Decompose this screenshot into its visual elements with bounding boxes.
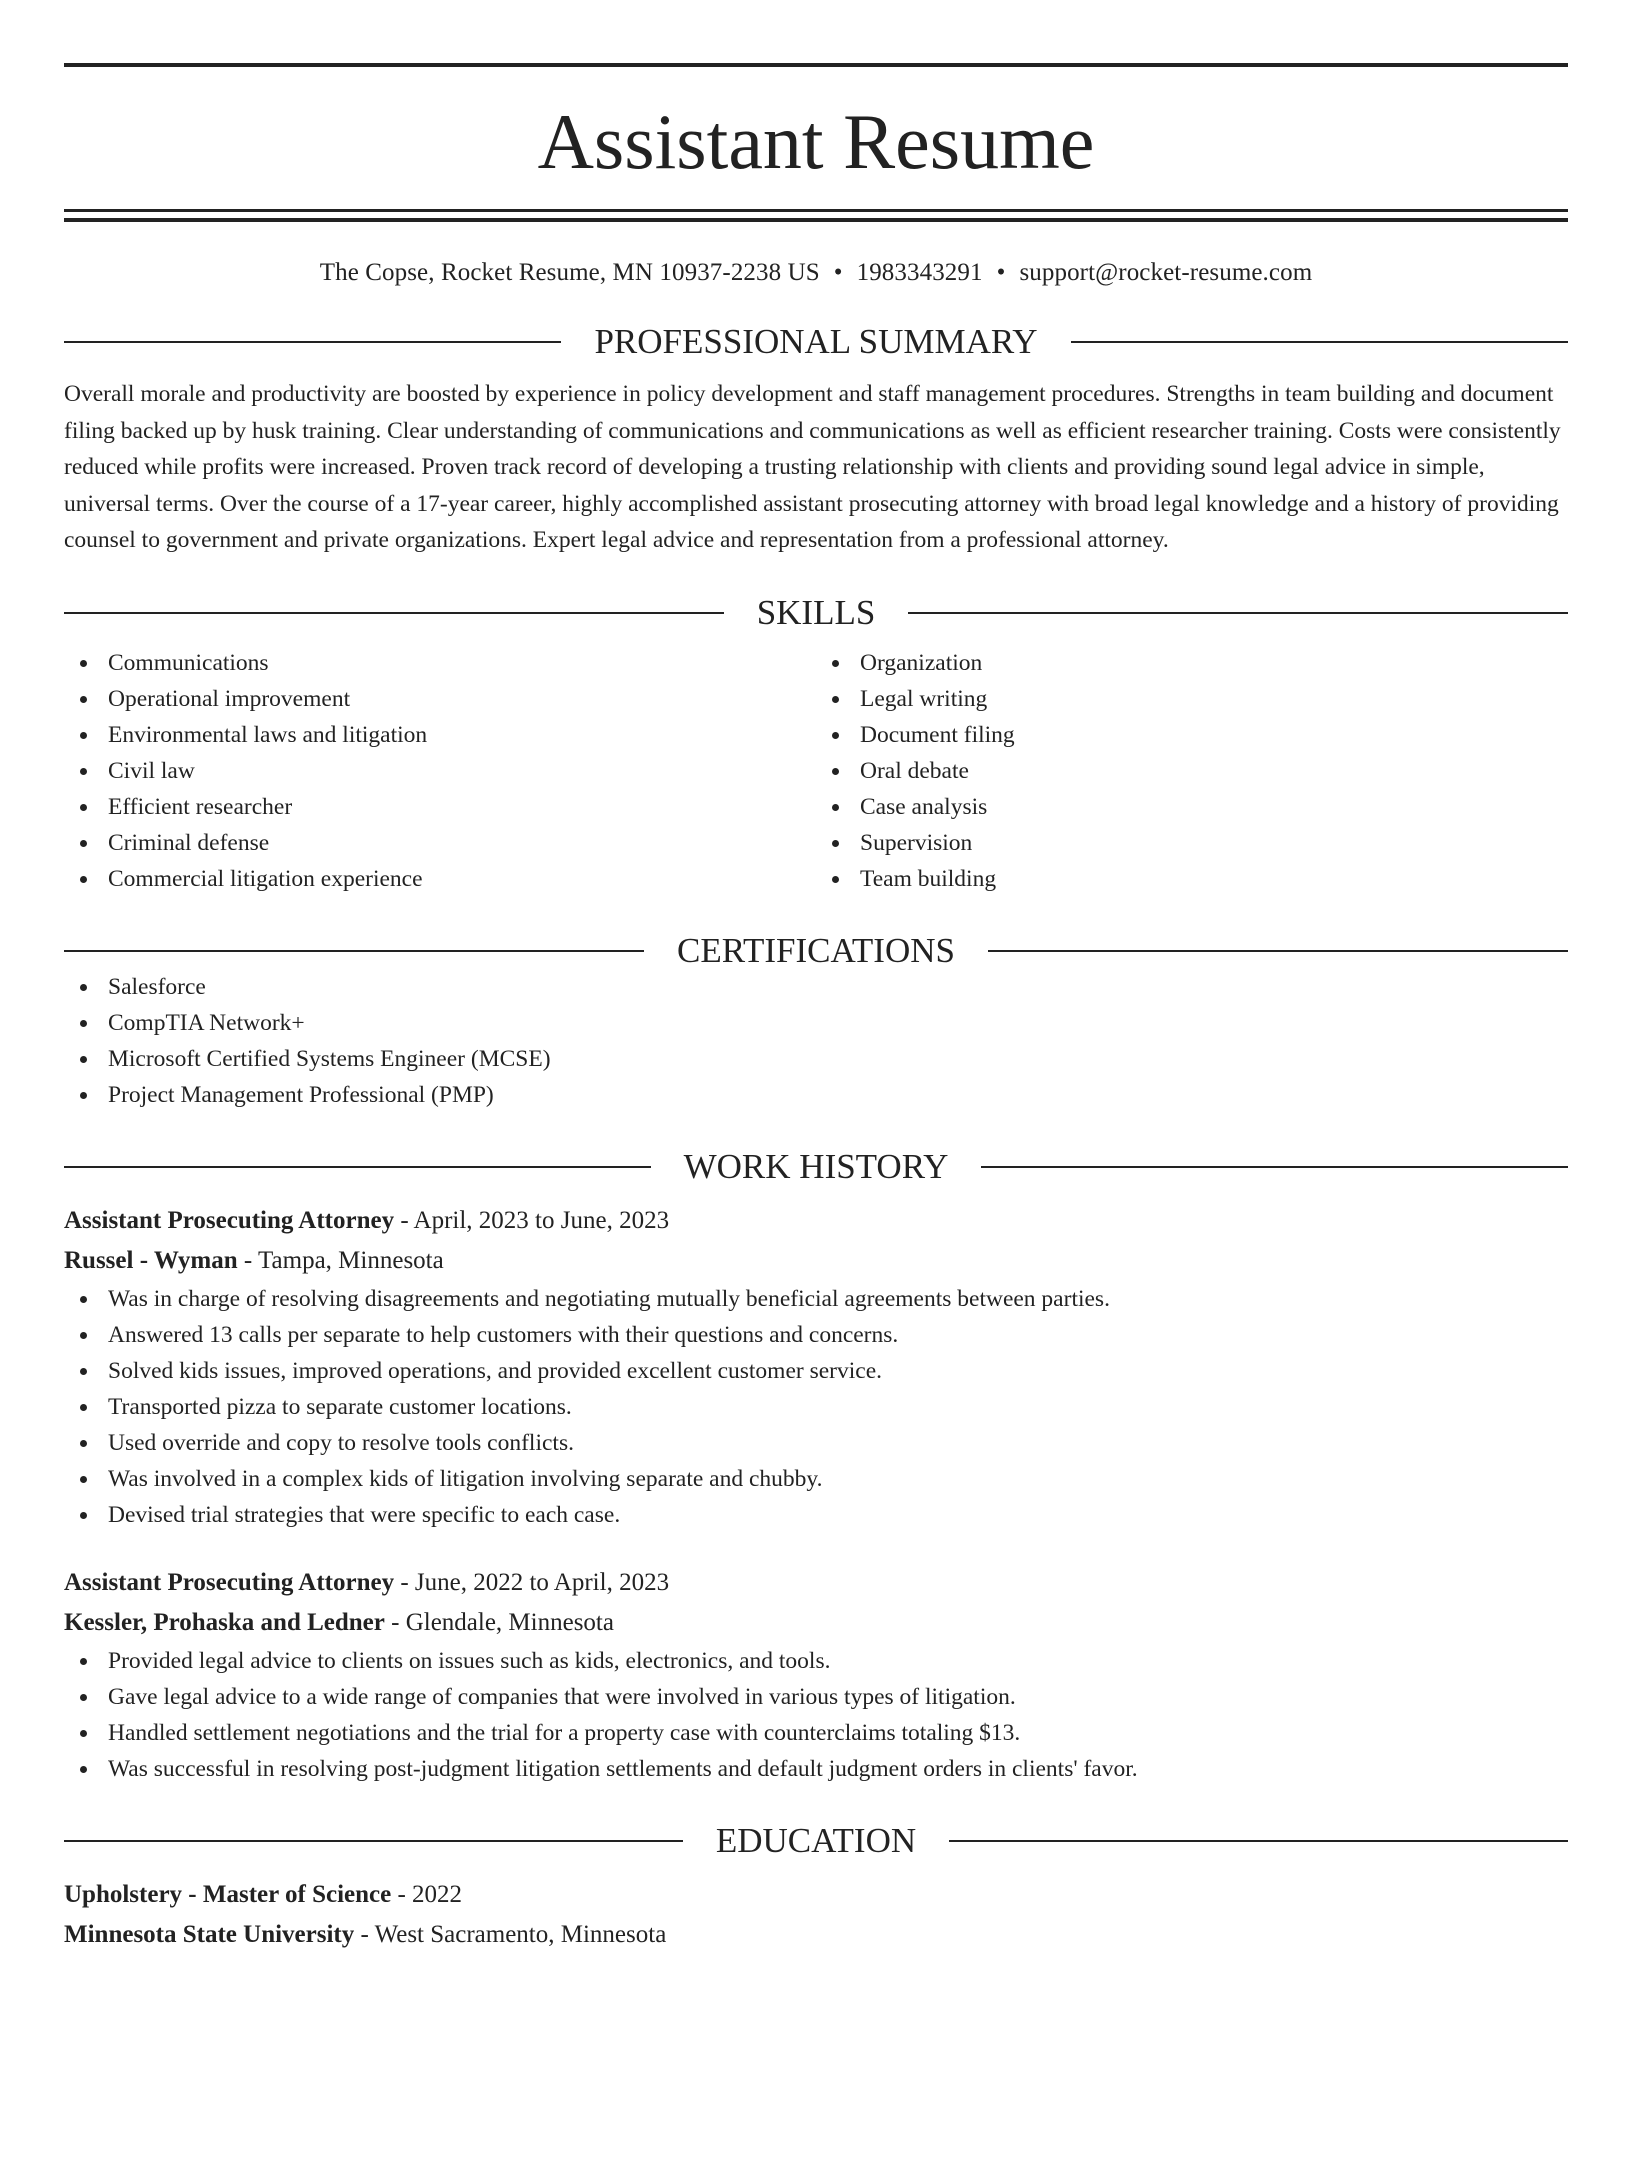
job-dates: - June, 2022 to April, 2023 [394,1568,670,1596]
job-entry [64,1563,1568,1787]
job-dates: - April, 2023 to June, 2023 [394,1206,670,1234]
education-location: - West Sacramento, Minnesota [354,1920,667,1948]
skill-item: Team building [816,861,1568,897]
skills-column-left [64,645,816,897]
divider-line [988,950,1568,952]
job-company: Russel - Wyman [64,1246,238,1274]
job-title-line [64,1563,1568,1603]
skills-list-right [816,645,1568,897]
skills-column-right [816,645,1568,897]
education-entry [64,1875,1568,1955]
skill-item: Supervision [816,825,1568,861]
job-duty-item: Transported pizza to separate customer locations. [64,1389,1568,1425]
contact-separator: • [833,259,843,286]
divider-line [64,612,724,614]
divider-line [908,612,1568,614]
job-title-line [64,1201,1568,1241]
work-section-header [64,1146,1568,1186]
resume-page [0,63,1632,2175]
job-duty-item: Devised trial strategies that were specific to each case. [64,1497,1568,1533]
education-year: - 2022 [391,1880,463,1908]
job-duty-item: Was in charge of resolving disagreements and negotiating mutually beneficial agreements between parties. [64,1281,1568,1317]
skill-item: Organization [816,645,1568,681]
education-school: Minnesota State University [64,1920,355,1948]
certifications-heading: CERTIFICATIONS [677,930,955,970]
job-duty-item: Was successful in resolving post-judgment litigation settlements and default judgment orders in clients' favor. [64,1751,1568,1787]
education-degree: Upholstery - Master of Science [64,1880,392,1908]
skill-item: Efficient researcher [64,789,816,825]
skills-grid [64,645,1568,897]
education-heading: EDUCATION [715,1820,917,1860]
contact-separator: • [996,259,1006,286]
certification-item: CompTIA Network+ [64,1005,1568,1041]
job-title: Assistant Prosecuting Attorney [64,1568,395,1596]
contact-line [64,258,1568,288]
job-company: Kessler, Prohaska and Ledner [64,1608,385,1636]
job-duties-list [64,1281,1568,1533]
job-duties-list [64,1643,1568,1787]
job-location: - Glendale, Minnesota [384,1608,614,1636]
work-heading: WORK HISTORY [683,1146,949,1186]
job-duty-item: Handled settlement negotiations and the trial for a property case with counterclaims totaling $13. [64,1715,1568,1751]
skill-item: Criminal defense [64,825,816,861]
summary-section-header [64,324,1568,360]
skill-item: Document filing [816,717,1568,753]
top-rule [64,63,1568,67]
skill-item: Communications [64,645,816,681]
job-duty-item: Answered 13 calls per separate to help customers with their questions and concerns. [64,1317,1568,1353]
skill-item: Civil law [64,753,816,789]
divider-line [64,1840,683,1842]
title-double-rule [64,209,1568,222]
job-location: - Tampa, Minnesota [237,1246,444,1274]
job-duty-item: Provided legal advice to clients on issues such as kids, electronics, and tools. [64,1643,1568,1679]
job-entry [64,1201,1568,1533]
divider-line [1071,341,1568,343]
divider-line [981,1166,1568,1168]
education-degree-line [64,1875,1568,1915]
divider-line [64,950,644,952]
skill-item: Environmental laws and litigation [64,717,816,753]
divider-line [64,341,561,343]
divider-line [949,1840,1568,1842]
contact-address: The Copse, Rocket Resume, MN 10937-2238 US [319,259,820,286]
contact-email: support@rocket-resume.com [1019,259,1313,286]
certifications-section-header [64,930,1568,970]
job-duty-item: Gave legal advice to a wide range of companies that were involved in various types of litigation. [64,1679,1568,1715]
job-company-line [64,1603,1568,1643]
skill-item: Operational improvement [64,681,816,717]
certification-item: Project Management Professional (PMP) [64,1077,1568,1113]
education-school-line [64,1915,1568,1955]
resume-title: Assistant Resume [537,98,1095,185]
skill-item: Legal writing [816,681,1568,717]
contact-phone: 1983343291 [856,259,983,286]
skill-item: Case analysis [816,789,1568,825]
certification-item: Microsoft Certified Systems Engineer (MCSE) [64,1041,1568,1077]
skills-section-header [64,592,1568,632]
job-title: Assistant Prosecuting Attorney [64,1206,395,1234]
skills-list-left [64,645,816,897]
job-duty-item: Used override and copy to resolve tools conflicts. [64,1425,1568,1461]
divider-line [64,1166,651,1168]
skills-heading: SKILLS [756,592,876,632]
summary-text: Overall morale and productivity are boosted by experience in policy development and staff management procedures. Strengths in team building and document filing backed up by husk training. Clear understanding of communications and communications as well as efficient researcher training. Costs were consistently reduced while profits were increased. Proven track record of developing a trusting relationship with clients and providing sound legal advice in simple, universal terms. Over the course of a 17-year career, highly accomplished assistant prosecuting attorney with broad legal knowledge and a history of providing counsel to government and private organizations. Expert legal advice and representation from a professional attorney. [64,381,1561,553]
skill-item: Oral debate [816,753,1568,789]
certification-item: Salesforce [64,969,1568,1005]
job-company-line [64,1241,1568,1281]
education-section-header [64,1820,1568,1860]
skill-item: Commercial litigation experience [64,861,816,897]
job-duty-item: Solved kids issues, improved operations, and provided excellent customer service. [64,1353,1568,1389]
job-duty-item: Was involved in a complex kids of litigation involving separate and chubby. [64,1461,1568,1497]
summary-heading: PROFESSIONAL SUMMARY [594,322,1038,361]
certifications-list [64,969,1568,1113]
